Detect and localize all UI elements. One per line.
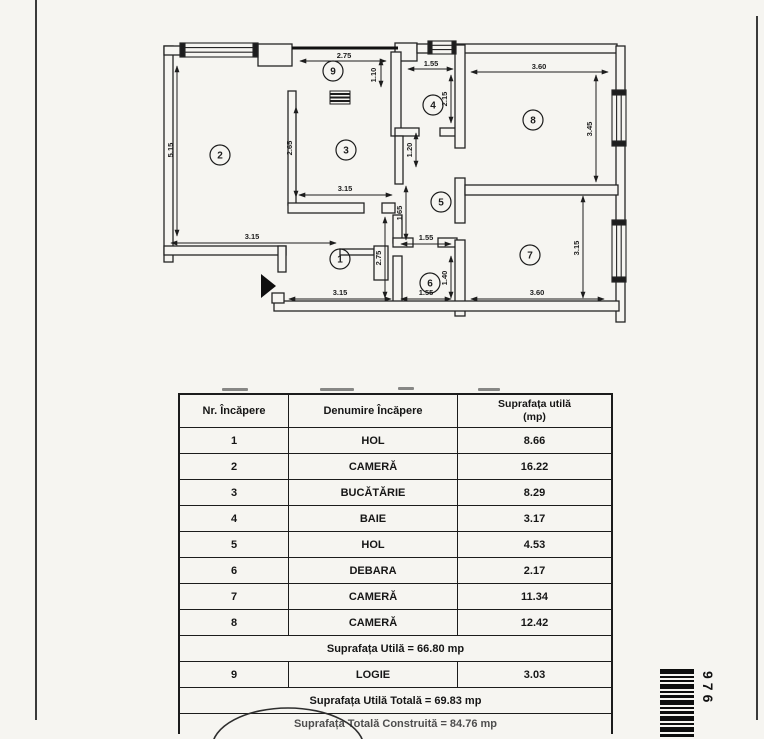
row-area: 4.53 xyxy=(523,538,546,551)
page-border-right xyxy=(756,16,758,720)
table-row xyxy=(180,558,611,584)
walls xyxy=(164,43,625,322)
header-denumire: Denumire Încăpere xyxy=(289,395,458,427)
row-name: CAMERĂ xyxy=(289,584,458,609)
row-area: 11.34 xyxy=(521,590,548,603)
row-nr: 4 xyxy=(180,506,289,531)
row-nr: 1 xyxy=(180,428,289,453)
dim-1_20: 1.20 xyxy=(405,142,414,158)
barcode-bar xyxy=(660,716,694,721)
barcode-bar xyxy=(660,723,694,725)
header-suprafata-line2: (mp) xyxy=(523,411,546,423)
table-row xyxy=(180,610,611,636)
scan-smudge xyxy=(398,387,414,390)
window-room2-top xyxy=(180,43,258,57)
dim-2_75-room1: 2.75 xyxy=(374,250,383,266)
scan-smudge xyxy=(320,388,354,391)
floor-plan-drawing xyxy=(148,28,628,328)
row-nr: 6 xyxy=(180,558,289,583)
barcode-bar xyxy=(660,669,694,674)
table-header-row xyxy=(180,395,611,428)
row-area: 8.66 xyxy=(523,434,546,447)
row-nr: 3 xyxy=(180,480,289,505)
table-row-logie xyxy=(180,662,611,688)
barcode-bar xyxy=(660,727,694,732)
dim-3_60-room7: 3.60 xyxy=(529,288,545,297)
barcode-bar xyxy=(660,680,694,682)
dim-3_45: 3.45 xyxy=(585,121,594,137)
dim-1_65: 1.65 xyxy=(395,205,404,221)
row-name: CAMERĂ xyxy=(289,610,458,635)
barcode-bar xyxy=(660,695,694,698)
stamp-arc xyxy=(196,698,376,720)
row-nr: 8 xyxy=(180,610,289,635)
dim-5_15: 5.15 xyxy=(166,142,175,158)
barcode-bar xyxy=(660,700,694,705)
barcode-bar xyxy=(660,684,694,689)
table-row xyxy=(180,480,611,506)
room-circle-5 xyxy=(431,192,451,212)
row-area: 3.17 xyxy=(523,512,546,525)
dim-2_65: 2.65 xyxy=(285,140,294,156)
row-nr: 5 xyxy=(180,532,289,557)
room-label-6: 6 xyxy=(427,278,433,290)
dim-1_40: 1.40 xyxy=(440,270,449,286)
header-nr: Nr. Încăpere xyxy=(180,395,289,427)
dim-3_15-room1: 3.15 xyxy=(332,288,348,297)
table-row xyxy=(180,532,611,558)
dim-1_55-room4: 1.55 xyxy=(423,59,439,68)
dim-1_55-room6t: 1.55 xyxy=(418,233,434,242)
dim-1_10: 1.10 xyxy=(369,67,378,83)
page-border-left xyxy=(35,0,37,720)
room-label-1: 1 xyxy=(337,254,343,266)
scan-smudge xyxy=(478,388,500,391)
row-name: BAIE xyxy=(289,506,458,531)
constructed-text: Suprafața Totală Construită = 84.76 mp xyxy=(293,718,498,730)
room-label-4: 4 xyxy=(430,100,436,112)
row-name: HOL xyxy=(289,532,458,557)
table-row xyxy=(180,454,611,480)
row-area: 3.03 xyxy=(523,668,546,681)
barcode-bar xyxy=(660,707,694,709)
room-circle-2 xyxy=(210,145,230,165)
room-label-2: 2 xyxy=(217,150,223,162)
barcode-bar xyxy=(660,711,694,714)
dim-1_55-room6b: 1.55 xyxy=(418,288,434,297)
dimension-lines xyxy=(171,59,608,299)
room-label-8: 8 xyxy=(530,115,536,127)
room-circle-3 xyxy=(336,140,356,160)
window-room7-right xyxy=(612,220,626,282)
row-name: HOL xyxy=(289,428,458,453)
row-name: LOGIE xyxy=(289,662,458,687)
table-row xyxy=(180,584,611,610)
table-row xyxy=(180,506,611,532)
room-label-7: 7 xyxy=(527,250,533,262)
dim-3_15-room3: 3.15 xyxy=(337,184,353,193)
dim-3_60-room8: 3.60 xyxy=(531,62,547,71)
table-row xyxy=(180,428,611,454)
subtotal-text: Suprafața Utilă = 66.80 mp xyxy=(326,642,465,655)
dim-2_75-top: 2.75 xyxy=(336,51,352,60)
header-suprafata xyxy=(458,395,611,427)
dim-3_15-room7: 3.15 xyxy=(572,240,581,256)
room-label-5: 5 xyxy=(438,197,444,209)
row-name: DEBARA xyxy=(289,558,458,583)
scan-smudge xyxy=(222,388,248,391)
barcode-bar xyxy=(660,691,694,693)
dim-3_15-room2: 3.15 xyxy=(244,232,260,241)
barcode-bar xyxy=(660,734,694,737)
barcode-bar xyxy=(660,676,694,678)
room-circle-8 xyxy=(523,110,543,130)
row-nr: 7 xyxy=(180,584,289,609)
room-circle-7 xyxy=(520,245,540,265)
header-suprafata-line1: Suprafața utilă xyxy=(498,397,571,410)
room-circle-9 xyxy=(323,61,343,81)
row-name: CAMERĂ xyxy=(289,454,458,479)
row-area: 16.22 xyxy=(520,460,549,473)
dim-2_15: 2.15 xyxy=(440,91,449,107)
barcode-icon xyxy=(660,669,696,739)
room-label-3: 3 xyxy=(343,145,349,157)
subtotal-row xyxy=(180,636,611,662)
room-label-9: 9 xyxy=(330,66,336,78)
row-area: 2.17 xyxy=(523,564,546,577)
flue-hatch-block xyxy=(330,91,350,104)
window-top-right xyxy=(428,41,456,54)
window-room8-right xyxy=(612,90,626,146)
row-area: 12.42 xyxy=(520,616,549,629)
barcode-digits: 976 xyxy=(700,671,716,707)
row-nr: 2 xyxy=(180,454,289,479)
total-text: Suprafața Utilă Totală = 69.83 mp xyxy=(309,694,482,707)
row-name: BUCĂTĂRIE xyxy=(289,480,458,505)
row-nr: 9 xyxy=(180,662,289,687)
row-area: 8.29 xyxy=(523,486,546,499)
room-area-table xyxy=(178,393,613,734)
